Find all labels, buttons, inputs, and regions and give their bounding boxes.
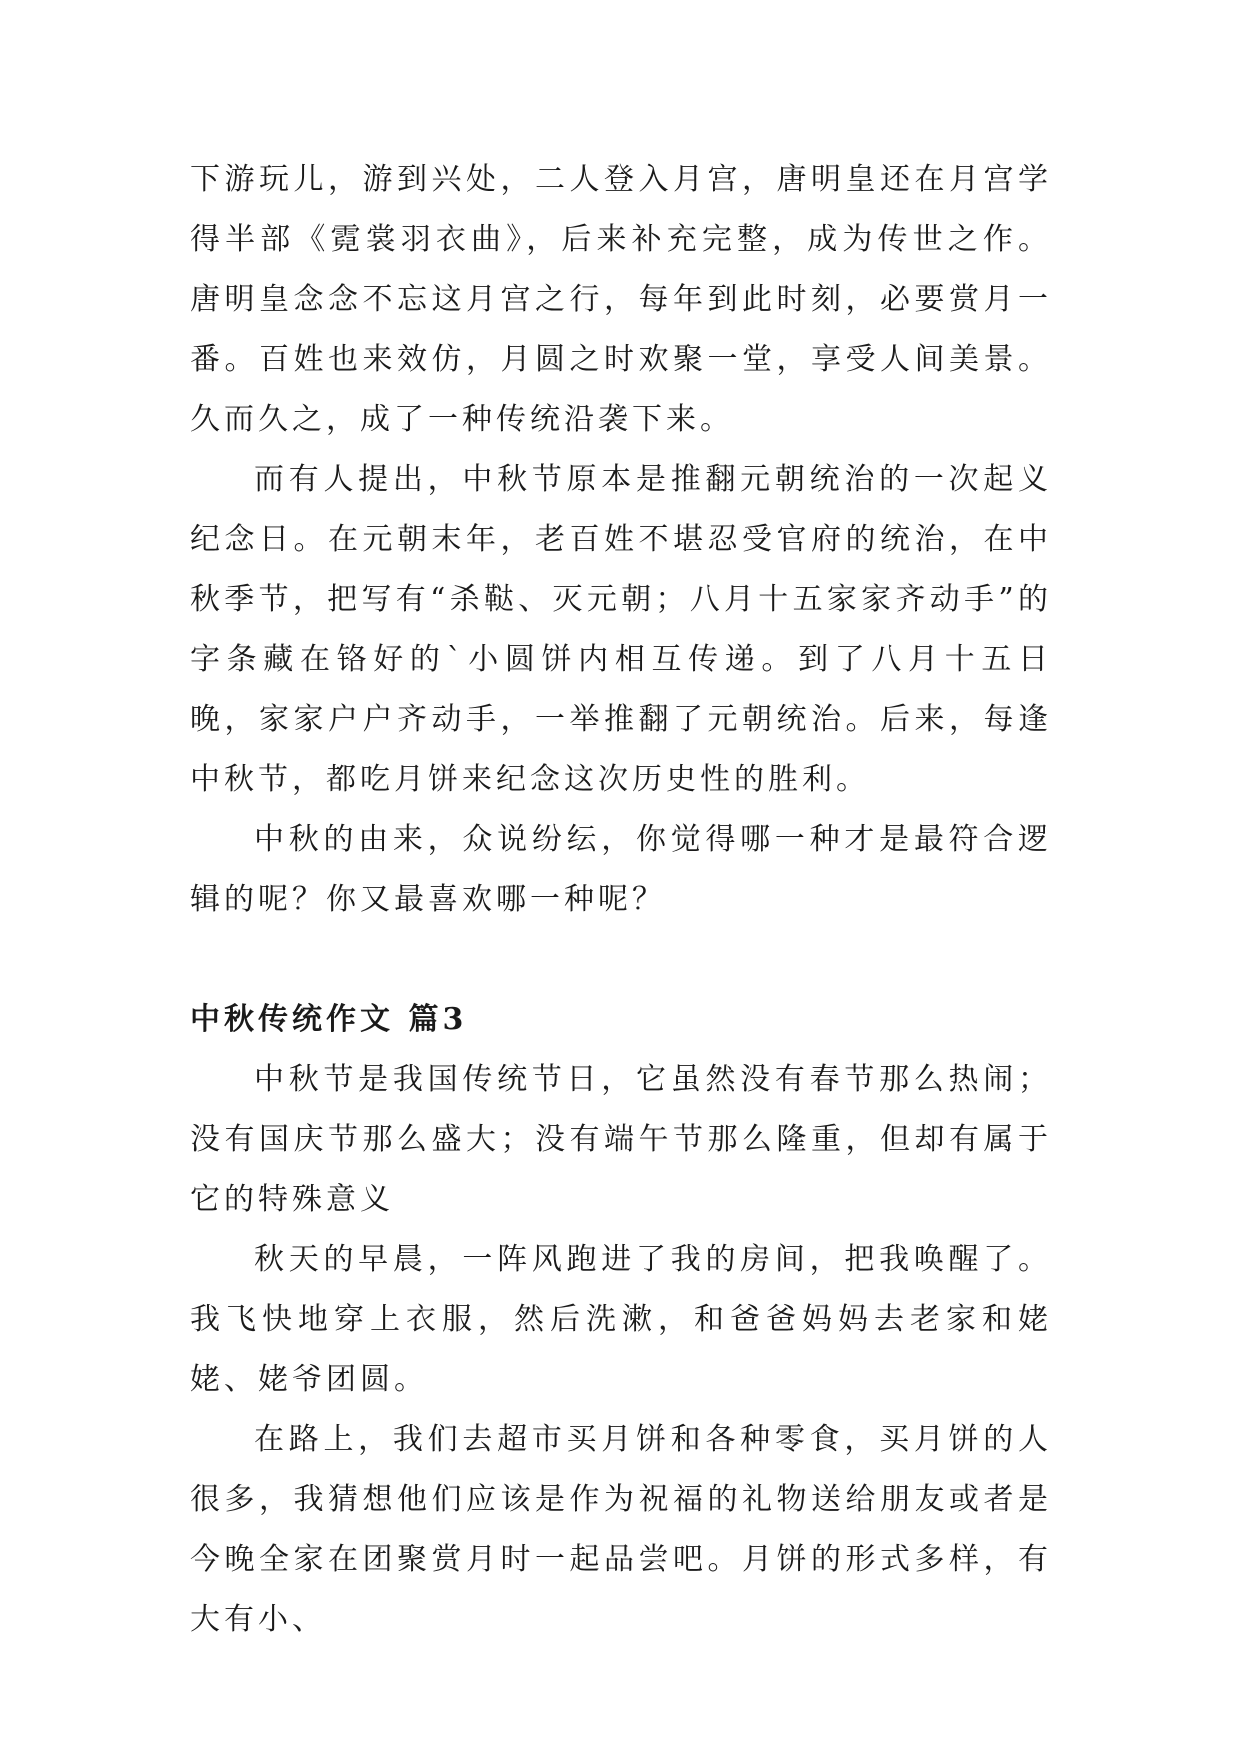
paragraph-continuation: 下游玩儿，游到兴处，二人登入月宫，唐明皇还在月宫学得半部《霓裳羽衣曲》，后来补充完整，成为传世之作。唐明皇念念不忘这月宫之行，每年到此时刻，必要赏月一番。百姓也来效仿，月圆之时欢聚一堂，享受人间美景。久而久之，成了一种传统沿袭下来。 xyxy=(190,162,1052,437)
paragraph-intro: 中秋节是我国传统节日，它虽然没有春节那么热闹；没有国庆节那么盛大；没有端午节那么隆重，但却有属于它的特殊意义 xyxy=(190,1062,1052,1217)
section-heading: 中秋传统作文 篇3 xyxy=(190,1002,468,1037)
paragraph-uprising-origin: 而有人提出，中秋节原本是推翻元朝统治的一次起义纪念日。在元朝末年，老百姓不堪忍受官府的统治，在中秋季节，把写有“杀鞑、灭元朝；八月十五家家齐动手”的字条藏在铬好的`小圆饼内相互传递。到了八月十五日晚，家家户户齐动手，一举推翻了元朝统治。后来，每逢中秋节，都吃月饼来纪念这次历史性的胜利。 xyxy=(190,462,1052,797)
paragraph-supermarket: 在路上，我们去超市买月饼和各种零食，买月饼的人很多，我猜想他们应该是作为祝福的礼物送给朋友或者是今晚全家在团聚赏月时一起品尝吧。月饼的形式多样，有大有小、 xyxy=(190,1422,1052,1637)
document-page xyxy=(190,150,1052,1650)
paragraph-morning: 秋天的早晨，一阵风跑进了我的房间，把我唤醒了。我飞快地穿上衣服，然后洗漱，和爸爸妈妈去老家和姥姥、姥爷团圆。 xyxy=(190,1242,1052,1397)
paragraph-question: 中秋的由来，众说纷纭，你觉得哪一种才是最符合逻辑的呢？你又最喜欢哪一种呢？ xyxy=(190,822,1052,917)
